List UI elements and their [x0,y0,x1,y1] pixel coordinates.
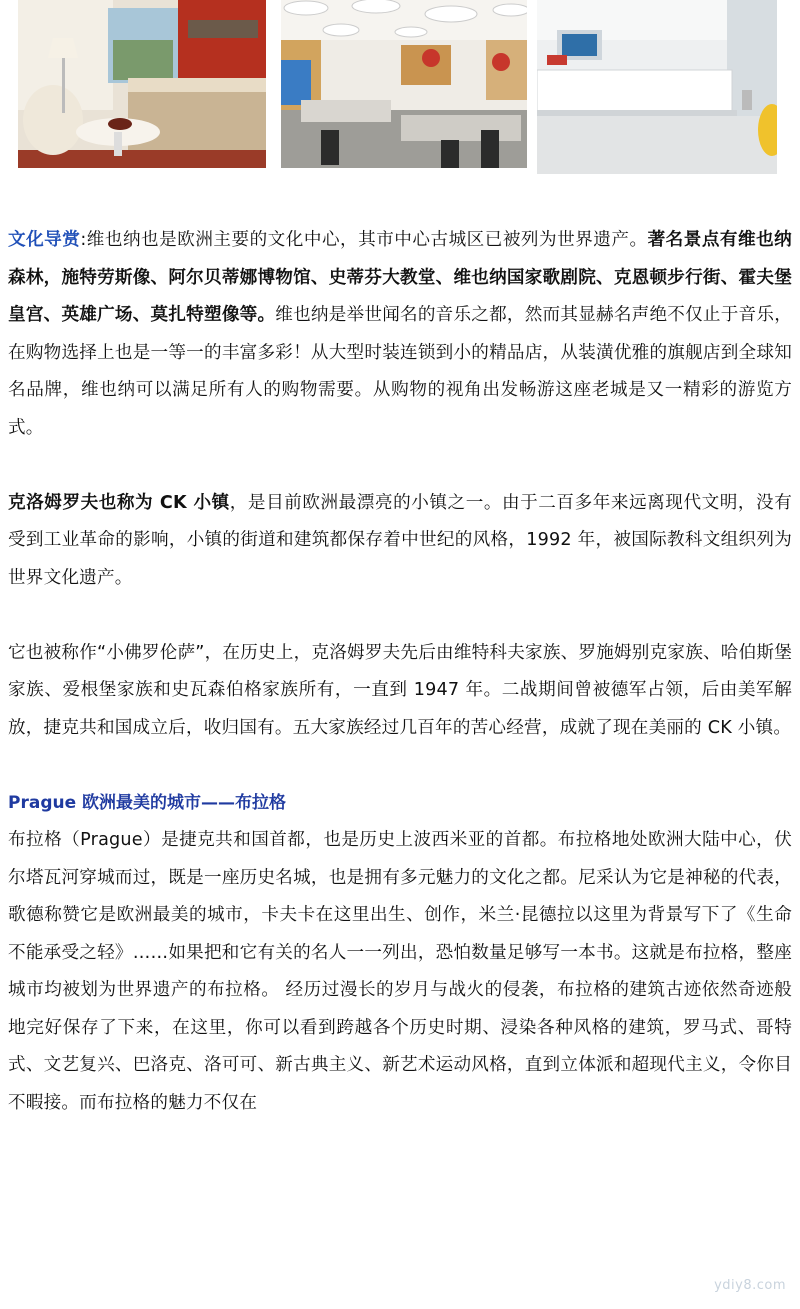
prague-text: 布拉格（Prague）是捷克共和国首都，也是历史上波西米亚的首都。布拉格地处欧洲大陆中心，伏尔塔瓦河穿城而过，既是一座历史名城，也是拥有多元魅力的文化之都。尼采认为它是神秘的代表，歌德称赞它是欧洲最美的城市，卡夫卡在这里出生、创作，米兰·昆德拉以这里为背景写下了《生命不能承受之轻》……如果把和它有关的名人一一列出，恐怕数量足够写一本书。这就是布拉格，整座城市均被划为世界遗产的布拉格。 经历过漫长的岁月与战火的侵袭，布拉格的建筑古迹依然奇迹般地完好保存了下来，在这里，你可以看到跨越各个历史时期、浸染各种风格的建筑，罗马式、哥特式、文艺复兴、巴洛克、洛可可、新古典主义、新艺术运动风格，直到立体派和超现代主义，令你目不暇接。而布拉格的魅力不仅在 [8,830,792,1113]
prague-paragraph [8,822,792,1122]
site-watermark: ydiy8.com [714,1278,786,1293]
lobby-reception-photo [537,0,777,174]
restaurant-photo [281,0,527,168]
hotel-room-photo [18,0,266,168]
culture-guide-label: 文化导赏 [8,230,81,250]
ck-title-bold: 克洛姆罗夫也称为 CK 小镇 [8,492,230,513]
article-body [8,222,792,1122]
prague-heading: Prague 欧洲最美的城市——布拉格 [8,792,287,813]
ck-text-2: 它也被称作“小佛罗伦萨”，在历史上，克洛姆罗夫先后由维特科夫家族、罗施姆别克家族、哈伯斯堡家族、爱根堡家族和史瓦森伯格家族所有，一直到 1947 年。二战期间曾被德军占领，后由美军解放，捷克共和国成立后，收归国有。五大家族经过几百年的苦心经营，成就了现在美丽的 CK 小镇。 [8,642,792,738]
vienna-text-shopping: 维也纳是举世闻名的音乐之都，然而其显赫名声绝不仅止于音乐，在购物选择上也是一等一的丰富多彩！从大型时装连锁到小的精品店，从装潢优雅的旗舰店到全球知名品牌，维也纳可以满足所有人的购物需要。从购物的视角出发畅游这座老城是又一精彩的游览方式。 [8,305,792,438]
ck-text-1: ，是目前欧洲最漂亮的小镇之一。由于二百多年来远离现代文明，没有受到工业革命的影响，小镇的街道和建筑都保存着中世纪的风格，1992 年，被国际教科文组织列为世界文化遗产。 [8,492,792,588]
ck-paragraph-2 [8,635,792,748]
ck-paragraph-1 [8,485,792,598]
vienna-text-intro: 维也纳也是欧洲主要的文化中心，其市中心古城区已被列为世界遗产。 [86,230,648,250]
vienna-paragraph [8,222,792,447]
label-separator: : [80,230,87,250]
photo-strip [0,0,800,176]
vienna-attractions-bold: 著名景点有维也纳森林，施特劳斯像、阿尔贝蒂娜博物馆、史蒂芬大教堂、维也纳国家歌剧院、克恩顿步行街、霍夫堡皇宫、英雄广场、莫扎特塑像等。 [8,230,792,325]
